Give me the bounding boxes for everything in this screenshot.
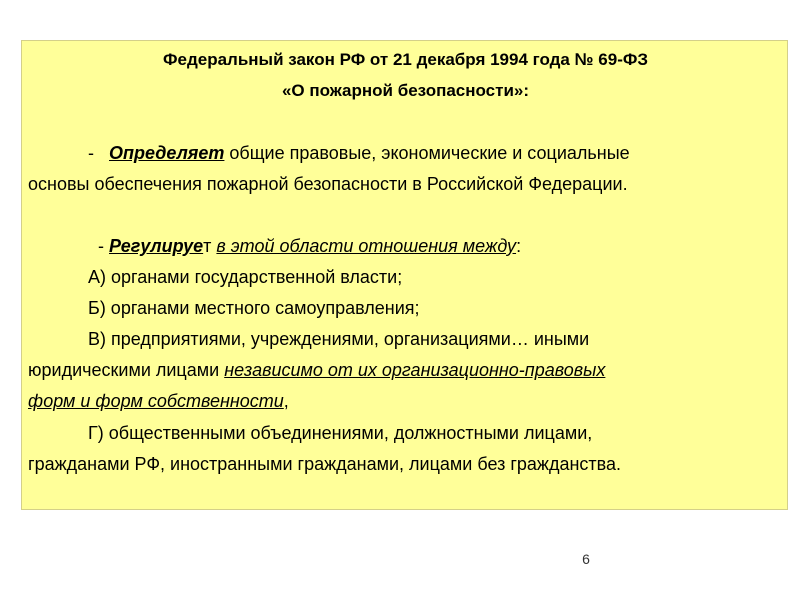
keyword-regulates: Регулируе: [109, 236, 204, 256]
dash: -: [88, 143, 94, 163]
paragraph-regulates: [98, 235, 521, 257]
ownership-phrase: форм и форм собственности: [28, 391, 284, 411]
list-item-v-line2: юридическими лицами независимо от их организационно-правовых: [28, 360, 606, 380]
paragraph-defines-line1: [88, 142, 630, 164]
independent-phrase: независимо от их организационно-правовых: [224, 360, 606, 380]
page-number: 6: [582, 551, 590, 567]
colon: :: [516, 236, 522, 256]
paragraph-defines-line2: основы обеспечения пожарной безопасности в Российской Федерации.: [28, 174, 628, 194]
list-item-g-line1: Г) общественными объединениями, должностными лицами,: [88, 423, 593, 443]
text-box: [21, 40, 788, 510]
regulates-phrase: в этой области отношения между: [216, 236, 517, 256]
dash: -: [98, 236, 109, 256]
list-item-v-line1: В) предприятиями, учреждениями, организациями… иными: [88, 329, 590, 349]
list-item-a: А) органами государственной власти;: [88, 267, 403, 287]
keyword-regulates-tail: т: [203, 236, 212, 256]
list-item-b: Б) органами местного самоуправления;: [88, 298, 420, 318]
keyword-defines: Определяет: [109, 143, 225, 163]
list-item-v-line3: форм и форм собственности,: [28, 391, 289, 411]
defines-text: общие правовые, экономические и социальные: [224, 143, 630, 163]
law-title: Федеральный закон РФ от 21 декабря 1994 года № 69-ФЗ: [162, 50, 649, 69]
list-item-g-line2: гражданами РФ, иностранными гражданами, лицами без гражданства.: [28, 454, 622, 474]
law-subtitle: «О пожарной безопасности»:: [281, 81, 530, 100]
